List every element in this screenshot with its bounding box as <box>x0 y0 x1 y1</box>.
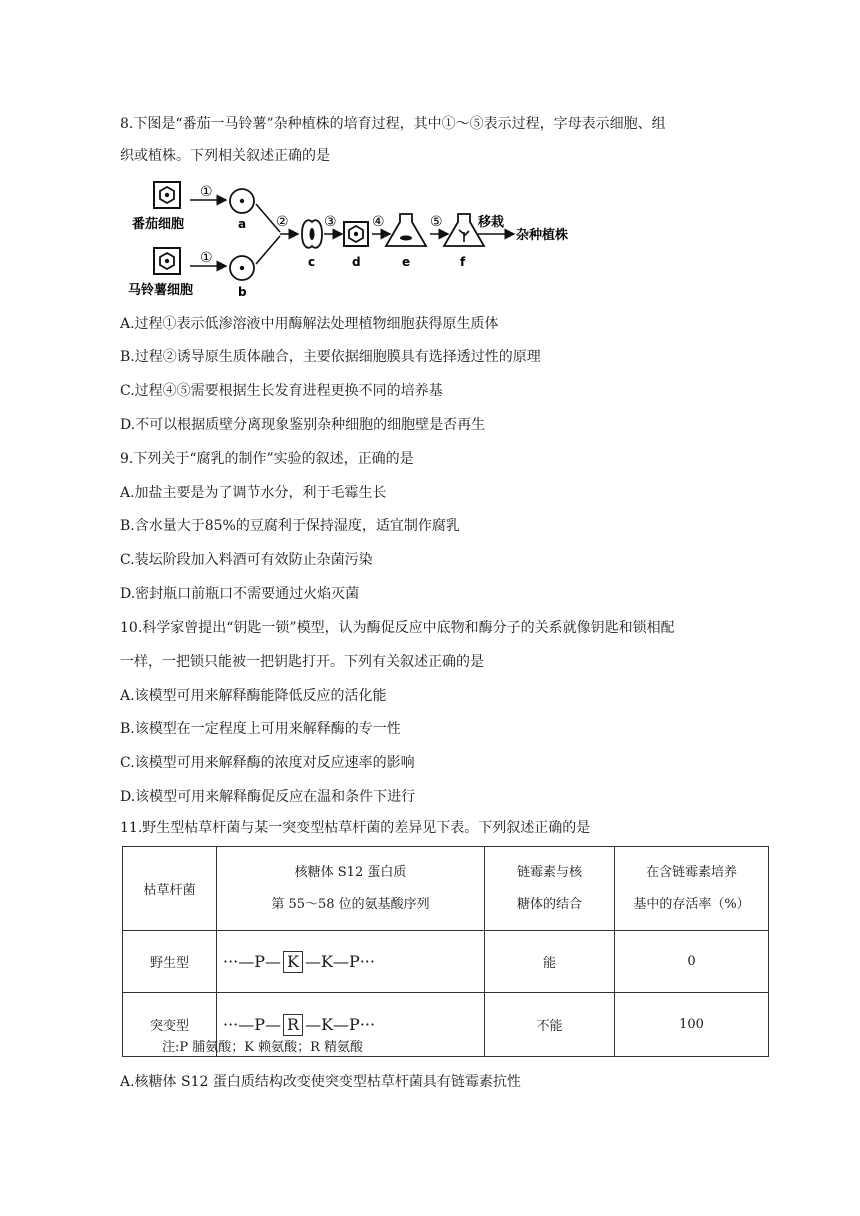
label-d: d <box>352 255 361 269</box>
q9-option-d: D.密封瓶口前瓶口不需要通过火焰灭菌 <box>120 586 360 602</box>
sequence-prefix: ···—P— <box>223 951 282 971</box>
row-survival: 0 <box>615 931 769 993</box>
hybrid-plant-label: 杂种植株 <box>516 228 569 243</box>
row-type: 突变型 <box>123 993 217 1057</box>
header-binding-line2: 糖体的结合 <box>516 896 582 912</box>
header-survival <box>615 847 769 931</box>
tomato-cell-label: 番茄细胞 <box>132 217 185 232</box>
tomato-cell-icon <box>154 182 180 208</box>
label-a: a <box>238 217 247 231</box>
boxed-residue: R <box>283 1014 303 1036</box>
q8-option-d: D.不可以根据质壁分离现象鉴别杂种细胞的细胞壁是否再生 <box>120 417 486 433</box>
boxed-residue: K <box>283 951 303 973</box>
label-b: b <box>238 285 247 299</box>
hybrid-cell-d-icon <box>344 222 368 246</box>
label-f: f <box>460 255 466 269</box>
row-type: 野生型 <box>123 931 217 993</box>
step1-bottom: ① <box>200 250 213 266</box>
sequence-suffix: —K—P··· <box>305 1014 376 1034</box>
q10-option-c: C.该模型可用来解释酶的浓度对反应速率的影响 <box>120 755 415 771</box>
fused-cell-c-icon <box>302 220 322 248</box>
header-binding-line1: 链霉素与核 <box>516 864 582 880</box>
step2: ② <box>276 214 289 230</box>
header-survival-line2: 基中的存活率（%） <box>633 896 750 912</box>
protoplast-b-icon <box>230 256 254 280</box>
q11-option-a: A.核糖体 S12 蛋白质结构改变使突变型枯草杆菌具有链霉素抗性 <box>120 1074 521 1090</box>
q9-option-b: B.含水量大于85%的豆腐利于保持湿度，适宜制作腐乳 <box>120 518 460 534</box>
step4: ④ <box>372 214 385 230</box>
potato-cell-icon <box>154 248 180 274</box>
table-header-row <box>123 847 769 931</box>
protoplast-a-icon <box>230 189 254 213</box>
flask-e-icon <box>386 214 426 246</box>
header-sequence-line2: 第 55～58 位的氨基酸序列 <box>271 896 430 912</box>
q10-stem-line1: 10.科学家曾提出“钥匙一锁”模型，认为酶促反应中底物和酶分子的关系就像钥匙和锁相配 <box>120 620 675 636</box>
row-survival: 100 <box>615 993 769 1057</box>
q10-stem-line2: 一样，一把锁只能被一把钥匙打开。下列有关叙述正确的是 <box>120 654 484 670</box>
hybrid-plant-diagram <box>128 176 598 306</box>
q9-option-a: A.加盐主要是为了调节水分，利于毛霉生长 <box>120 485 387 501</box>
step5: ⑤ <box>430 214 443 230</box>
amino-acid-sequence <box>217 931 485 993</box>
table-note: 注:P 脯氨酸；K 赖氨酸；R 精氨酸 <box>162 1040 364 1055</box>
bacteria-comparison-table <box>122 846 769 1057</box>
q8-stem-line1: 8.下图是“番茄一马铃薯”杂种植株的培育过程，其中①～⑤表示过程，字母表示细胞、组 <box>120 116 666 132</box>
q8-option-a: A.过程①表示低渗溶液中用酶解法处理植物细胞获得原生质体 <box>120 316 499 332</box>
potato-cell-label: 马铃薯细胞 <box>128 283 194 298</box>
header-binding <box>485 847 615 931</box>
table-row <box>123 931 769 993</box>
q8-option-b: B.过程②诱导原生质体融合，主要依据细胞膜具有选择透过性的原理 <box>120 349 541 365</box>
row-binding: 不能 <box>485 993 615 1057</box>
transplant-label: 移栽 <box>478 215 505 230</box>
header-sequence <box>217 847 485 931</box>
row-binding: 能 <box>485 931 615 993</box>
q9-stem: 9.下列关于“腐乳的制作”实验的叙述，正确的是 <box>120 451 414 467</box>
q8-option-c: C.过程④⑤需要根据生长发育进程更换不同的培养基 <box>120 383 443 399</box>
q10-option-b: B.该模型在一定程度上可用来解释酶的专一性 <box>120 721 401 737</box>
step3: ③ <box>324 214 337 230</box>
header-bacteria: 枯草杆菌 <box>123 847 217 931</box>
sequence-suffix: —K—P··· <box>304 951 375 971</box>
q8-stem-line2: 织或植株。下列相关叙述正确的是 <box>120 148 330 164</box>
q10-option-d: D.该模型可用来解释酶促反应在温和条件下进行 <box>120 789 416 805</box>
q10-option-a: A.该模型可用来解释酶能降低反应的活化能 <box>120 688 387 704</box>
label-e: e <box>402 255 411 269</box>
q9-option-c: C.装坛阶段加入料酒可有效防止杂菌污染 <box>120 552 373 568</box>
step1-top: ① <box>200 184 213 200</box>
label-c: c <box>308 255 316 269</box>
sequence-prefix: ···—P— <box>223 1014 282 1034</box>
header-survival-line1: 在含链霉素培养 <box>645 864 737 880</box>
header-sequence-line1: 核糖体 S12 蛋白质 <box>294 864 407 880</box>
merge-line-bottom <box>256 236 280 264</box>
q11-stem: 11.野生型枯草杆菌与某一突变型枯草杆菌的差异见下表。下列叙述正确的是 <box>120 820 591 836</box>
